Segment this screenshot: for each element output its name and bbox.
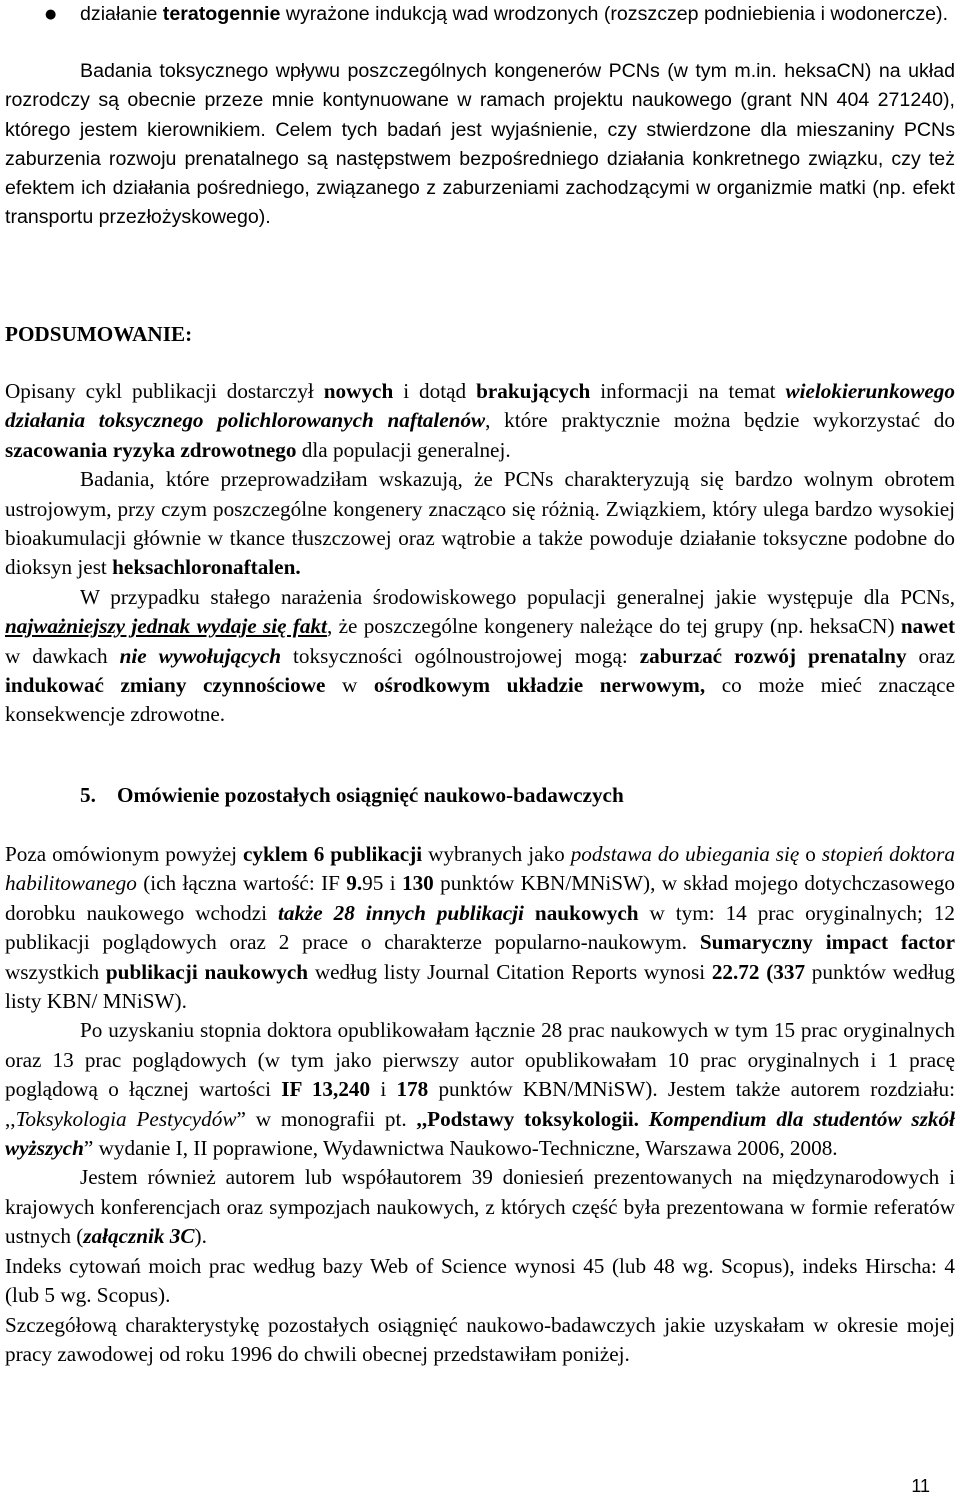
text-run: wszystkich xyxy=(5,959,106,984)
text-run: załącznik 3C xyxy=(83,1224,195,1249)
section-heading xyxy=(80,781,624,810)
text-run: ” w monografii pt. xyxy=(236,1106,417,1131)
paragraph xyxy=(5,1016,955,1163)
text-run: co może mieć znaczące konsekwencje zdrowotne. xyxy=(5,673,955,727)
paragraph-block-research xyxy=(5,57,955,233)
paragraph xyxy=(5,465,955,583)
text-run: (ich łączna wartość: IF xyxy=(136,871,347,896)
text-run: Toksykologia Pestycydów xyxy=(15,1106,237,1131)
text-run: zaburzać rozwój prenatalny xyxy=(639,643,907,668)
text-run: Sumaryczny impact factor xyxy=(699,930,955,955)
text-run: wyrażone indukcją wad wrodzonych (rozszczep podniebienia i wodonercze). xyxy=(280,3,949,25)
text-run: , które praktycznie można będzie wykorzystać do xyxy=(485,408,955,433)
text-run: Jestem również autorem lub współautorem 39 doniesień prezentowanych na międzynarodowych i krajowych konferencjach oraz sympozjach naukowych, z których część była prezentowana w formie referatów ustnych ( xyxy=(5,1165,955,1249)
text-run: toksyczności ogólnoustrojowej mogą: xyxy=(281,643,640,668)
text-run: W przypadku stałego narażenia środowiskowego populacji generalnej jakie występuje dla PCNs, xyxy=(80,584,955,609)
text-run: ,,Podstawy toksykologii. xyxy=(416,1106,649,1131)
text-run: w xyxy=(325,673,374,698)
summary-heading: PODSUMOWANIE: xyxy=(5,322,193,346)
text-run: informacji na temat xyxy=(590,379,786,403)
text-run: IF 13,240 xyxy=(281,1077,371,1102)
paragraph xyxy=(5,1163,955,1251)
section-title: Omówienie pozostałych osiągnięć naukowo-badawczych xyxy=(117,783,624,807)
text-run: nawet xyxy=(900,614,956,639)
text-run: punktów według listy KBN/ MNiSW). xyxy=(5,959,956,1014)
text-run: teratogennie xyxy=(162,3,281,25)
text-run: najważniejszy jednak wydaje się fakt xyxy=(5,614,327,639)
text-run: według listy Journal Citation Reports wynosi xyxy=(308,959,712,984)
text-run: cyklem 6 publikacji xyxy=(243,842,423,866)
text-run: o xyxy=(799,842,822,866)
text-run: w tym: 14 prac oryginalnych; 12 publikacji poglądowych oraz 2 prace o charakterze popularno-naukowym. xyxy=(5,900,955,955)
text-run: nie wywołujących xyxy=(119,643,282,668)
paragraph xyxy=(5,1311,955,1370)
paragraph xyxy=(5,377,955,465)
text-run: Opisany cykl publikacji dostarczył xyxy=(5,379,324,403)
paragraph-block-achievements xyxy=(5,840,955,1369)
text-run: 9. xyxy=(346,871,363,896)
text-run: ” wydanie I, II poprawione, Wydawnictwa Naukowo-Techniczne, Warszawa 2006, 2008. xyxy=(83,1136,838,1161)
text-run: stopień doktora habilitowanego xyxy=(5,842,955,896)
text-run: podstawa do ubiegania się xyxy=(570,842,800,866)
text-run: dla populacji generalnej. xyxy=(296,437,511,462)
text-run: ). xyxy=(194,1224,207,1249)
text-run: szacowania ryzyka zdrowotnego xyxy=(5,437,297,462)
paragraph xyxy=(5,57,955,233)
text-run: indukować zmiany czynnościowe xyxy=(5,673,326,698)
text-run: 178 xyxy=(396,1077,429,1102)
text-run xyxy=(524,901,535,925)
text-run: wielokierunkowego działania toksycznego polichlorowanych naftalenów xyxy=(5,379,955,433)
bullet-dot-icon: ● xyxy=(45,7,57,22)
text-run: także 28 innych publikacji xyxy=(277,900,524,925)
paragraph-block-summary xyxy=(5,377,955,730)
text-run: naukowych xyxy=(534,900,639,925)
text-run: wybranych jako xyxy=(422,842,571,866)
text-run: Kompendium dla studentów szkół wyższych xyxy=(5,1106,955,1161)
text-run: 95 i xyxy=(362,871,402,896)
text-run: Indeks cytowań moich prac według bazy Web of Science wynosi 45 (lub 48 wg. Scopus), indeks Hirscha: 4 (lub 5 wg. Scopus). xyxy=(5,1253,955,1308)
text-run: 130 xyxy=(401,871,434,896)
text-run: i dotąd xyxy=(393,379,477,403)
text-run: publikacji naukowych xyxy=(105,959,309,984)
text-run: 22.72 (337 xyxy=(711,959,806,984)
text-run: heksachloronaftalen. xyxy=(112,555,301,580)
section-number: 5. xyxy=(80,783,96,807)
text-run: Badania toksycznego wpływu poszczególnych kongenerów PCNs (w tym m.in. heksaCN) na układ rozrodczy są obecnie przeze mnie kontynuowane w ramach projektu naukowego (grant NN 404 271240), którego jestem kierownikiem. Celem tych badań jest wyjaśnienie, czy stwierdzone dla mieszaniny PCNs zaburzenia rozwoju prenatalnego są następstwem bezpośredniego działania konkretnego związku, czy też efektem ich działania pośredniego, związanego z zaburzeniami zachodzącymi w organizmie matki (np. efekt transportu przezłożyskowego). xyxy=(5,60,955,229)
text-run: oraz xyxy=(906,643,955,668)
bullet-item xyxy=(0,0,955,29)
text-run: ośrodkowym układzie nerwowym, xyxy=(373,673,706,698)
page-number: 11 xyxy=(911,1476,930,1496)
text-run: punktów KBN/MNiSW). Jestem także autorem rozdziału: ,, xyxy=(5,1077,955,1131)
bullet-text xyxy=(80,0,955,29)
paragraph xyxy=(5,583,955,730)
text-run: punktów KBN/MNiSW), w skład mojego dotychczasowego dorobku naukowego wchodzi xyxy=(5,871,956,925)
text-run: , że poszczególne kongenery należące do tej grupy (np. heksaCN) xyxy=(326,614,901,639)
text-run: Po uzyskaniu stopnia doktora opublikowałam łącznie 28 prac naukowych w tym 15 prac oryginalnych oraz 13 prac poglądowych (w tym jako pierwszy autor opublikowałam 10 prac oryginalnych i 1 pracę poglądową o łącznej wartości xyxy=(5,1018,955,1102)
paragraph xyxy=(5,840,955,1016)
text-run: Poza omówionym powyżej xyxy=(5,842,244,866)
text-run: Szczegółową charakterystykę pozostałych osiągnięć naukowo-badawczych jakie uzyskałam w okresie mojej pracy zawodowej od roku 1996 do chwili obecnej przedstawiłam poniżej. xyxy=(5,1312,955,1366)
text-run: nowych xyxy=(323,379,394,403)
paragraph xyxy=(5,1252,955,1311)
text-run: działanie xyxy=(80,3,163,25)
text-run: w dawkach xyxy=(5,643,120,668)
text-run: i xyxy=(370,1077,397,1102)
text-run: brakujących xyxy=(476,379,591,403)
text-run: Badania, które przeprowadziłam wskazują, że PCNs charakteryzują się bardzo wolnym obrotem ustrojowym, przy czym poszczególne kongenery znacząco się różnią. Związkiem, który ulega bardzo wysokiej bioakumulacji głównie w tkance tłuszczowej oraz wątrobie a także powoduje działanie toksyczne podobne do dioksyn jest xyxy=(5,467,955,580)
